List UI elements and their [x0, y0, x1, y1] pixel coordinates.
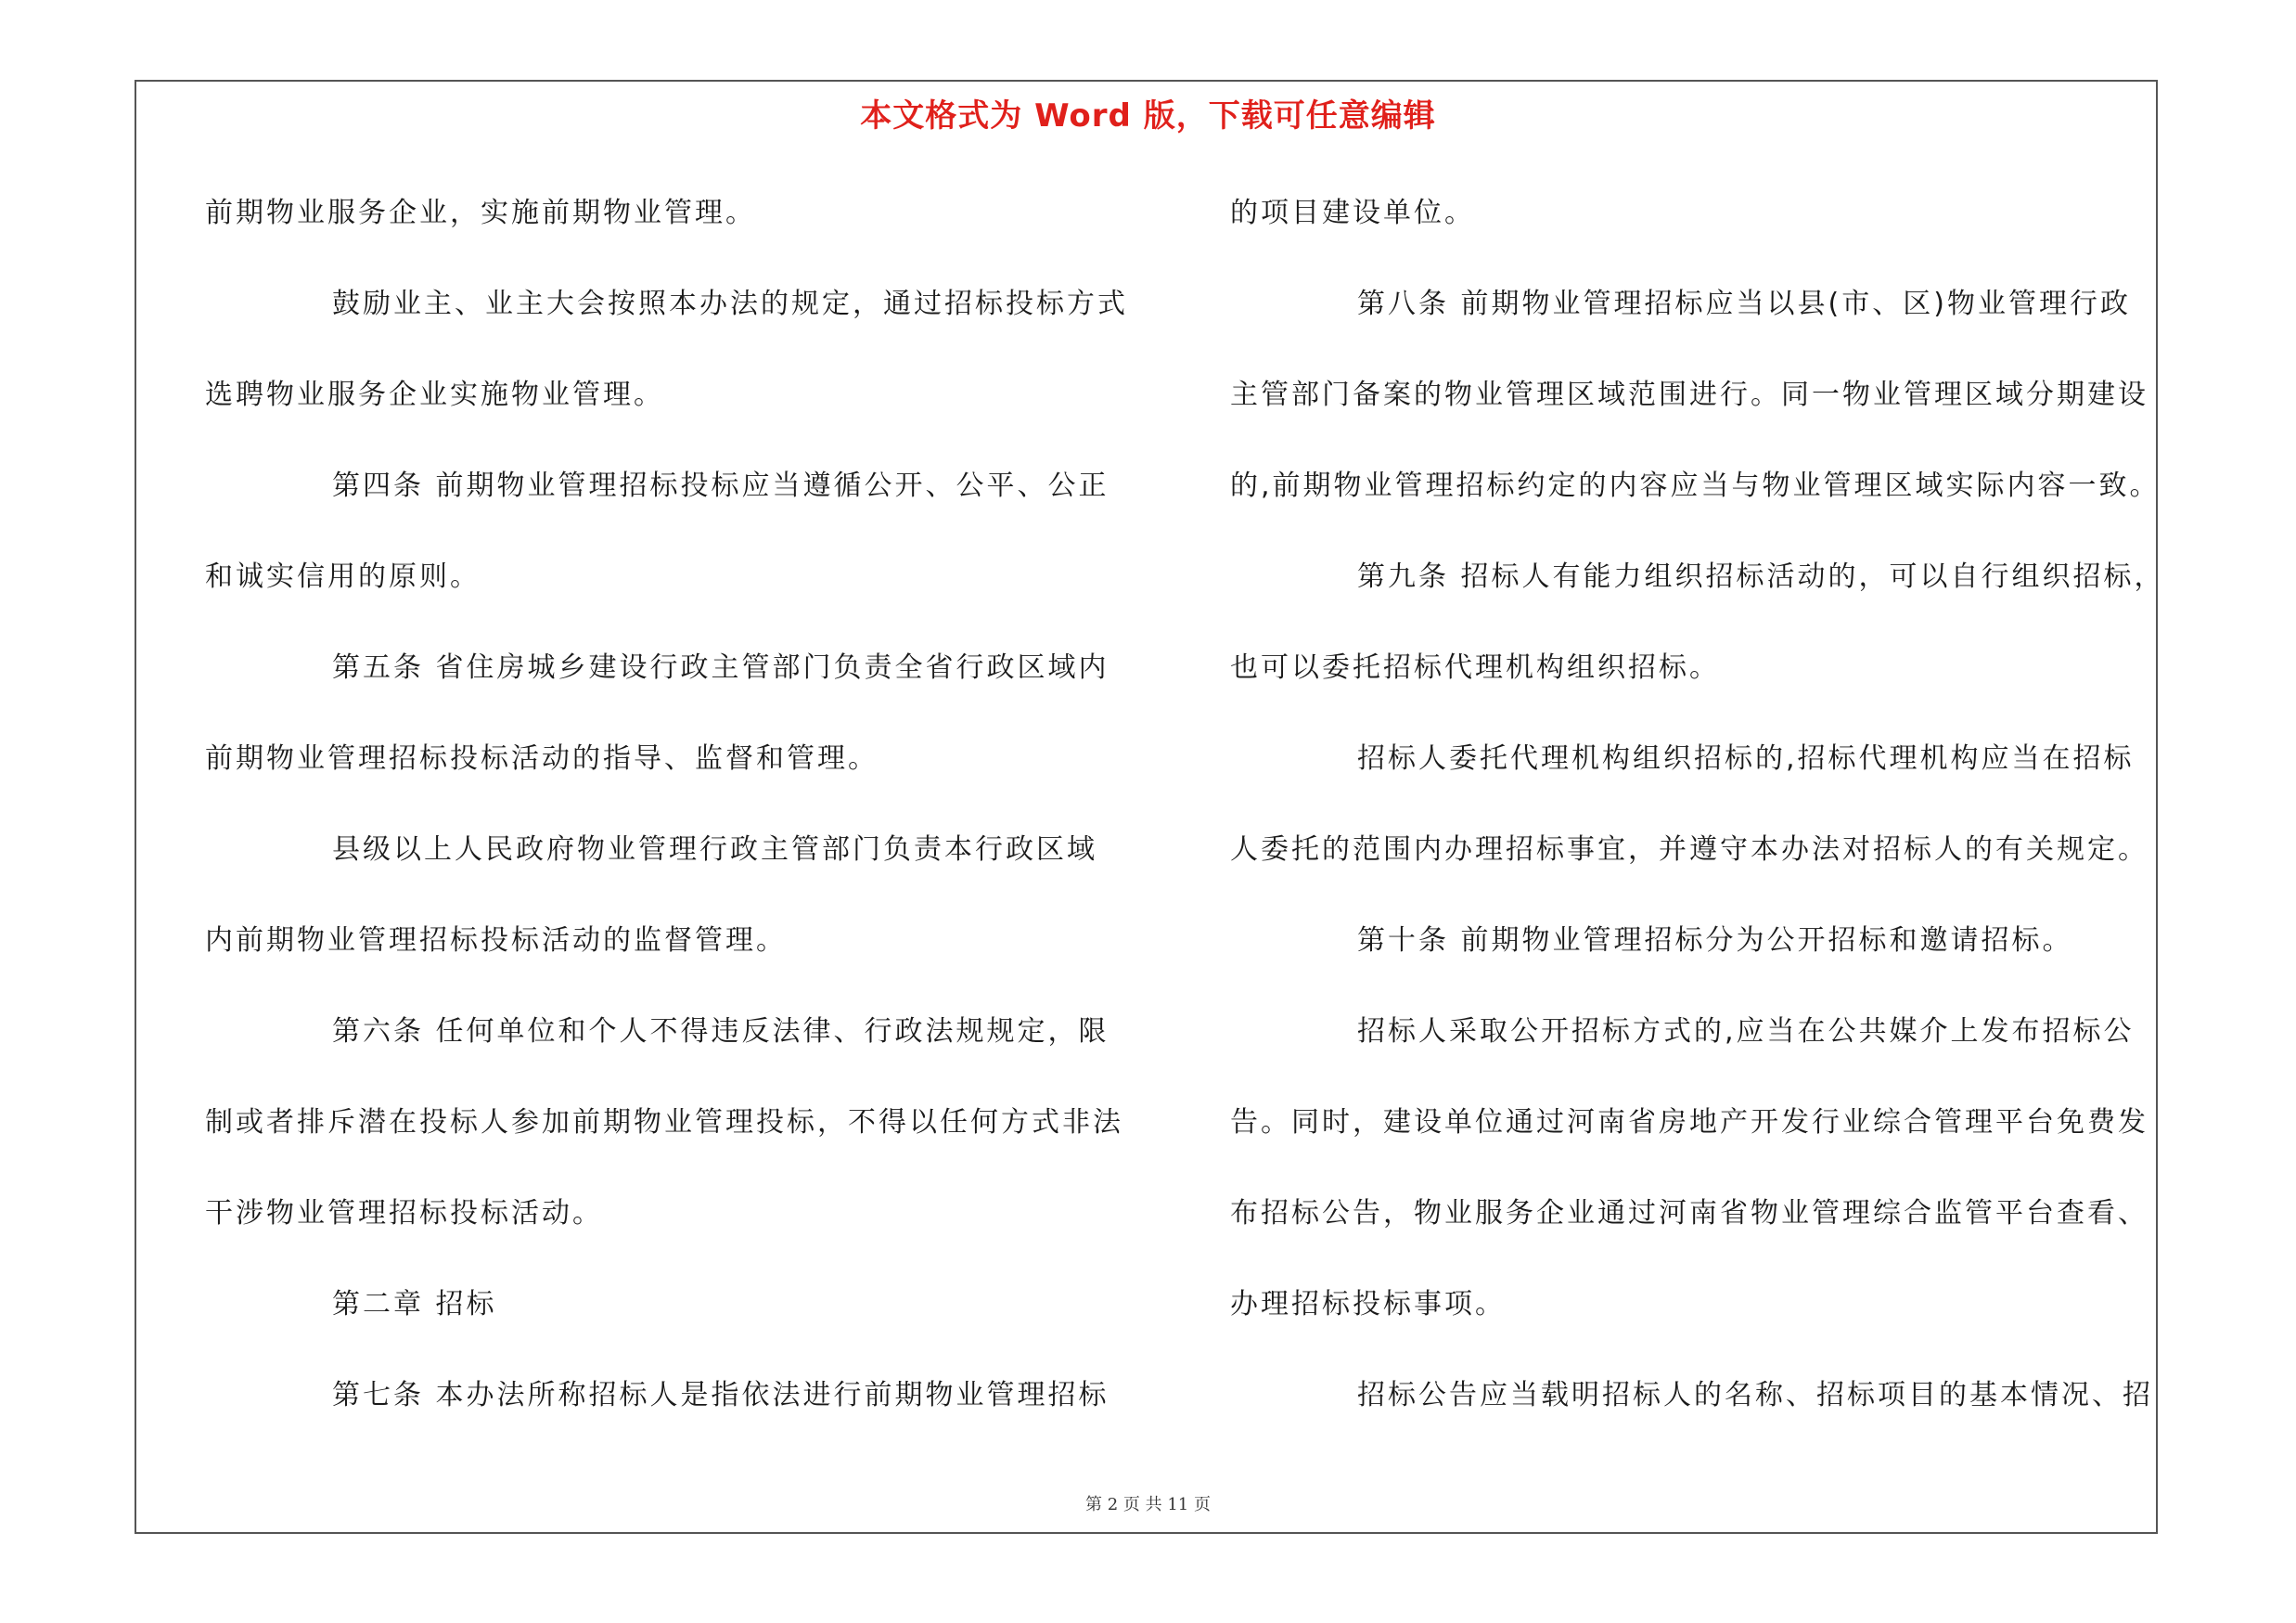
paragraph-line: 人委托的范围内办理招标事宜，并遵守本办法对招标人的有关规定。 — [1230, 833, 2148, 866]
paragraph-line: 主管部门备案的物业管理区域范围进行。同一物业管理区域分期建设 — [1230, 379, 2148, 411]
paragraph-line: 办理招标投标事项。 — [1230, 1288, 1506, 1320]
paragraph-line: 告。同时，建设单位通过河南省房地产开发行业综合管理平台免费发 — [1230, 1106, 2148, 1139]
paragraph-line: 第六条 任何单位和个人不得违反法律、行政法规规定，限 — [332, 1015, 1110, 1048]
paragraph-line: 的项目建设单位。 — [1230, 197, 1475, 229]
paragraph-line: 鼓励业主、业主大会按照本办法的规定，通过招标投标方式 — [332, 288, 1128, 320]
paragraph-line: 招标公告应当载明招标人的名称、招标项目的基本情况、招 — [1357, 1379, 2153, 1411]
left-text-column — [205, 183, 1133, 1456]
paragraph-line: 也可以委托招标代理机构组织招标。 — [1230, 651, 1720, 684]
paragraph-line: 选聘物业服务企业实施物业管理。 — [205, 379, 664, 411]
paragraph-line: 第九条 招标人有能力组织招标活动的，可以自行组织招标， — [1357, 560, 2165, 593]
paragraph-line: 干涉物业管理招标投标活动。 — [205, 1197, 603, 1230]
paragraph-line: 和诚实信用的原则。 — [205, 560, 481, 593]
paragraph-line: 布招标公告，物业服务企业通过河南省物业管理综合监管平台查看、 — [1230, 1197, 2148, 1230]
paragraph-line: 第五条 省住房城乡建设行政主管部门负责全省行政区域内 — [332, 651, 1110, 684]
paragraph-line: 第二章 招标 — [332, 1288, 497, 1320]
page-number-footer: 第 2 页 共 11 页 — [1085, 1495, 1211, 1514]
paragraph-line: 前期物业服务企业，实施前期物业管理。 — [205, 197, 756, 229]
paragraph-line: 招标人采取公开招标方式的,应当在公共媒介上发布招标公 — [1357, 1015, 2135, 1048]
paragraph-line: 招标人委托代理机构组织招标的,招标代理机构应当在招标 — [1357, 742, 2135, 775]
paragraph-line: 前期物业管理招标投标活动的指导、监督和管理。 — [205, 742, 879, 775]
paragraph-line: 第八条 前期物业管理招标应当以县(市、区)物业管理行政 — [1357, 288, 2131, 320]
paragraph-line: 县级以上人民政府物业管理行政主管部门负责本行政区域 — [332, 833, 1097, 866]
paragraph-line: 内前期物业管理招标投标活动的监督管理。 — [205, 924, 787, 957]
paragraph-line: 第四条 前期物业管理招标投标应当遵循公开、公平、公正 — [332, 470, 1110, 502]
format-banner: 本文格式为 Word 版，下载可任意编辑 — [860, 97, 1436, 135]
right-text-column — [1230, 183, 2165, 1456]
paragraph-line: 第七条 本办法所称招标人是指依法进行前期物业管理招标 — [332, 1379, 1110, 1411]
paragraph-line: 制或者排斥潜在投标人参加前期物业管理投标，不得以任何方式非法 — [205, 1106, 1123, 1139]
paragraph-line: 的,前期物业管理招标约定的内容应当与物业管理区域实际内容一致。 — [1230, 470, 2161, 502]
paragraph-line: 第十条 前期物业管理招标分为公开招标和邀请招标。 — [1357, 924, 2073, 957]
